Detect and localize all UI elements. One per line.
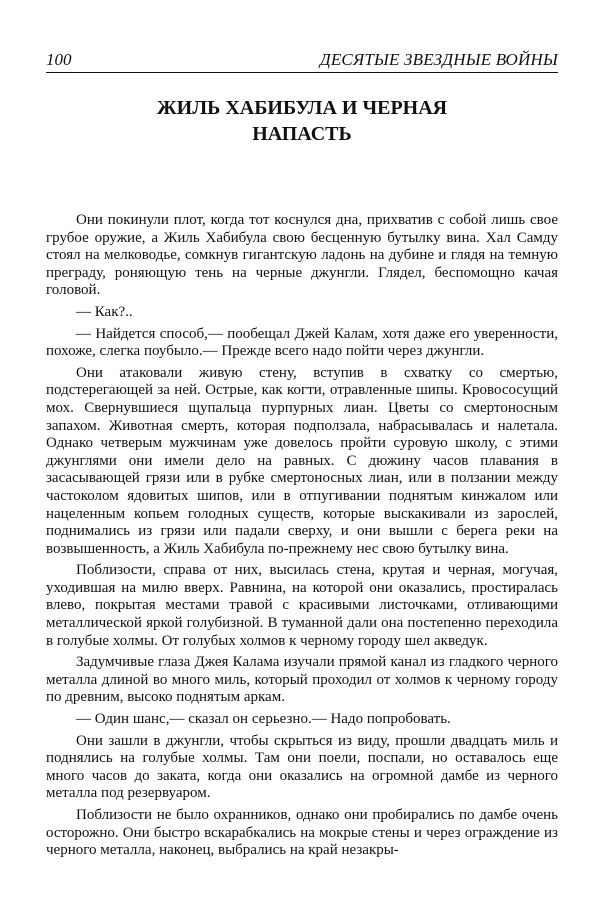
paragraph-8: Они зашли в джунгли, чтобы скрыться из виду, прошли двадцать миль и поднялись на голубые холмы. Там они поели, поспали, но оставалось еще много часов до заката, когда они оказались на огромной дамбе из черного металла под резервуаром. bbox=[46, 732, 558, 802]
chapter-title-line-2: НАПАСТЬ bbox=[252, 123, 352, 145]
paragraph-1: Они покинули плот, когда тот коснулся дна, прихватив с собой лишь свое грубое оружие, а Жиль Хабибула свою бесценную бутылку вина. Хал Самду стоял на мелководье, сомкнув гигантскую ладонь на дубине и глядя на темную преграду, роняющую тень на черные джунгли. Глядел, беспомощно качая головой. bbox=[46, 212, 558, 299]
body-text bbox=[46, 212, 558, 864]
paragraph-5: Поблизости, справа от них, высилась стена, крутая и черная, могучая, уходившая на милю вверх. Равнина, на которой они оказались, простиралась влево, покрытая местами травой с красивыми листочками, отливающими металлической яркой голубизной. В туманной дали она постепенно переходила в голубые холмы. От голубых холмов к черному городу шел акведук. bbox=[46, 562, 558, 649]
chapter-title bbox=[46, 95, 558, 147]
paragraph-2: — Как?.. bbox=[76, 303, 133, 320]
chapter-title-line-1: ЖИЛЬ ХАБИБУЛА И ЧЕРНАЯ bbox=[156, 97, 448, 119]
paragraph-9: Поблизости не было охранников, однако они пробирались по дамбе очень осторожно. Они быстро вскарабкались на мокрые стены и через ограждение из черного металла, наконец, выбрались на край незакры- bbox=[46, 807, 558, 859]
paragraph-4: Они атаковали живую стену, вступив в схватку со смертью, подстерегающей за ней. Острые, как когти, отравленные шипы. Кровососущий мох. Свернувшиеся щупальца пурпурных лиан. Цветы со смертоносным запахом. Животная смерть, которая подползала, набрасывалась и налетала. Однако четверым мужчинам уже довелось пройти суровую школу, с этими джунглями они имели дело на равных. С дюжину часов плавания в засасывающей грязи или в рубке смертоносных лиан, или в ползании между частоколом ядовитых шипов, или в отпугивании поднятым кинжалом или нацеленным копьем голодных существ, которые выскакивали из зарослей, поднимались из грязи или падали сверху, и они вышли с берега реки на возвышенность, а Жиль Хабибула по-прежнему нес свою бутылку вина. bbox=[46, 364, 558, 557]
page-number: 100 bbox=[46, 50, 72, 69]
paragraph-6: Задумчивые глаза Джея Калама изучали прямой канал из гладкого черного металла длиной во много миль, который проходил от холмов к черному городу по древним, высоко поднятым аркам. bbox=[46, 654, 558, 706]
paragraph-7: — Один шанс,— сказал он серьезно.— Надо попробовать. bbox=[76, 711, 451, 728]
header-rule bbox=[46, 72, 558, 73]
running-header bbox=[46, 50, 558, 72]
paragraph-3: — Найдется способ,— пообещал Джей Калам, хотя даже его уверенности, похоже, слегка поубыло.— Прежде всего надо пойти через джунгли. bbox=[46, 325, 558, 360]
running-title: ДЕСЯТЫЕ ЗВЕЗДНЫЕ ВОЙНЫ bbox=[319, 50, 558, 69]
